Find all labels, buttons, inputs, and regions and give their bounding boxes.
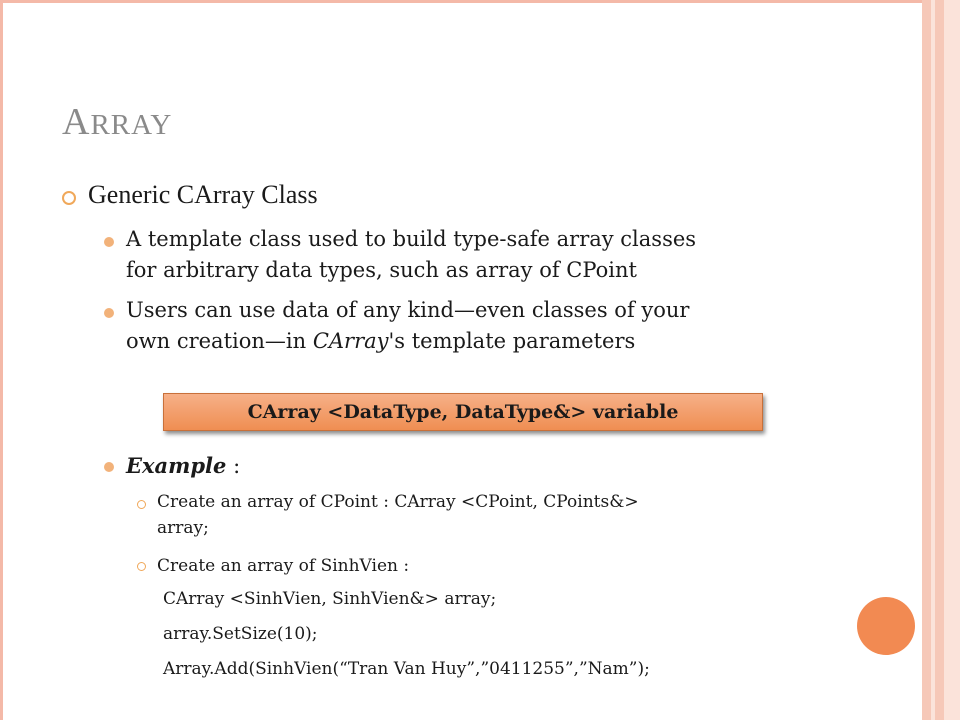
bullet1-line2: for arbitrary data types, such as array of CPoint	[126, 258, 637, 282]
sub-create-sinhvien: Create an array of SinhVien :	[157, 556, 410, 576]
bullet2-line2-pre: own creation—in	[126, 329, 313, 353]
right-stripe-4	[944, 0, 960, 720]
example-heading	[126, 450, 826, 482]
decorative-orange-circle	[857, 597, 915, 655]
syntax-box: CArray <DataType, DataType&> variable	[163, 393, 763, 431]
code-line-3: Array.Add(SinhVien(“Tran Van Huy”,”0411255”,”Nam”);	[163, 659, 650, 679]
example-colon: :	[226, 454, 241, 478]
level1-bullet-icon	[62, 191, 76, 205]
right-stripe-3	[935, 0, 944, 720]
bullet-dot-icon	[104, 462, 114, 472]
bullet1-line1: A template class used to build type-safe array classes	[126, 227, 697, 251]
heading-generic-carray: Generic CArray Class	[88, 180, 318, 209]
code-line-2: array.SetSize(10);	[163, 624, 318, 644]
level3-bullet-icon	[137, 500, 146, 509]
bullet-dot-icon	[104, 237, 114, 247]
bullet-dot-icon	[104, 308, 114, 318]
bullet2-line2	[126, 326, 826, 357]
right-stripe-1	[922, 0, 931, 720]
bullet2-line1: Users can use data of any kind—even classes of your	[126, 298, 690, 322]
title-first-letter: A	[62, 101, 91, 143]
example-label: Example	[126, 453, 227, 478]
level3-bullet-icon	[137, 562, 146, 571]
slide-title	[62, 100, 172, 144]
sub-create-cpoint	[157, 489, 639, 541]
sub1-line2: array;	[157, 518, 209, 538]
sub1-line1: Create an array of CPoint : CArray <CPoint, CPoints&>	[157, 492, 639, 512]
bullet2-carray-italic: CArray	[312, 329, 389, 353]
bullet2-line2-post: 's template parameters	[388, 329, 636, 353]
bullet-users-data	[126, 295, 826, 357]
code-line-1: CArray <SinhVien, SinhVien&> array;	[163, 589, 497, 609]
title-rest: RRAY	[90, 109, 173, 141]
bullet-template-class	[126, 224, 826, 286]
